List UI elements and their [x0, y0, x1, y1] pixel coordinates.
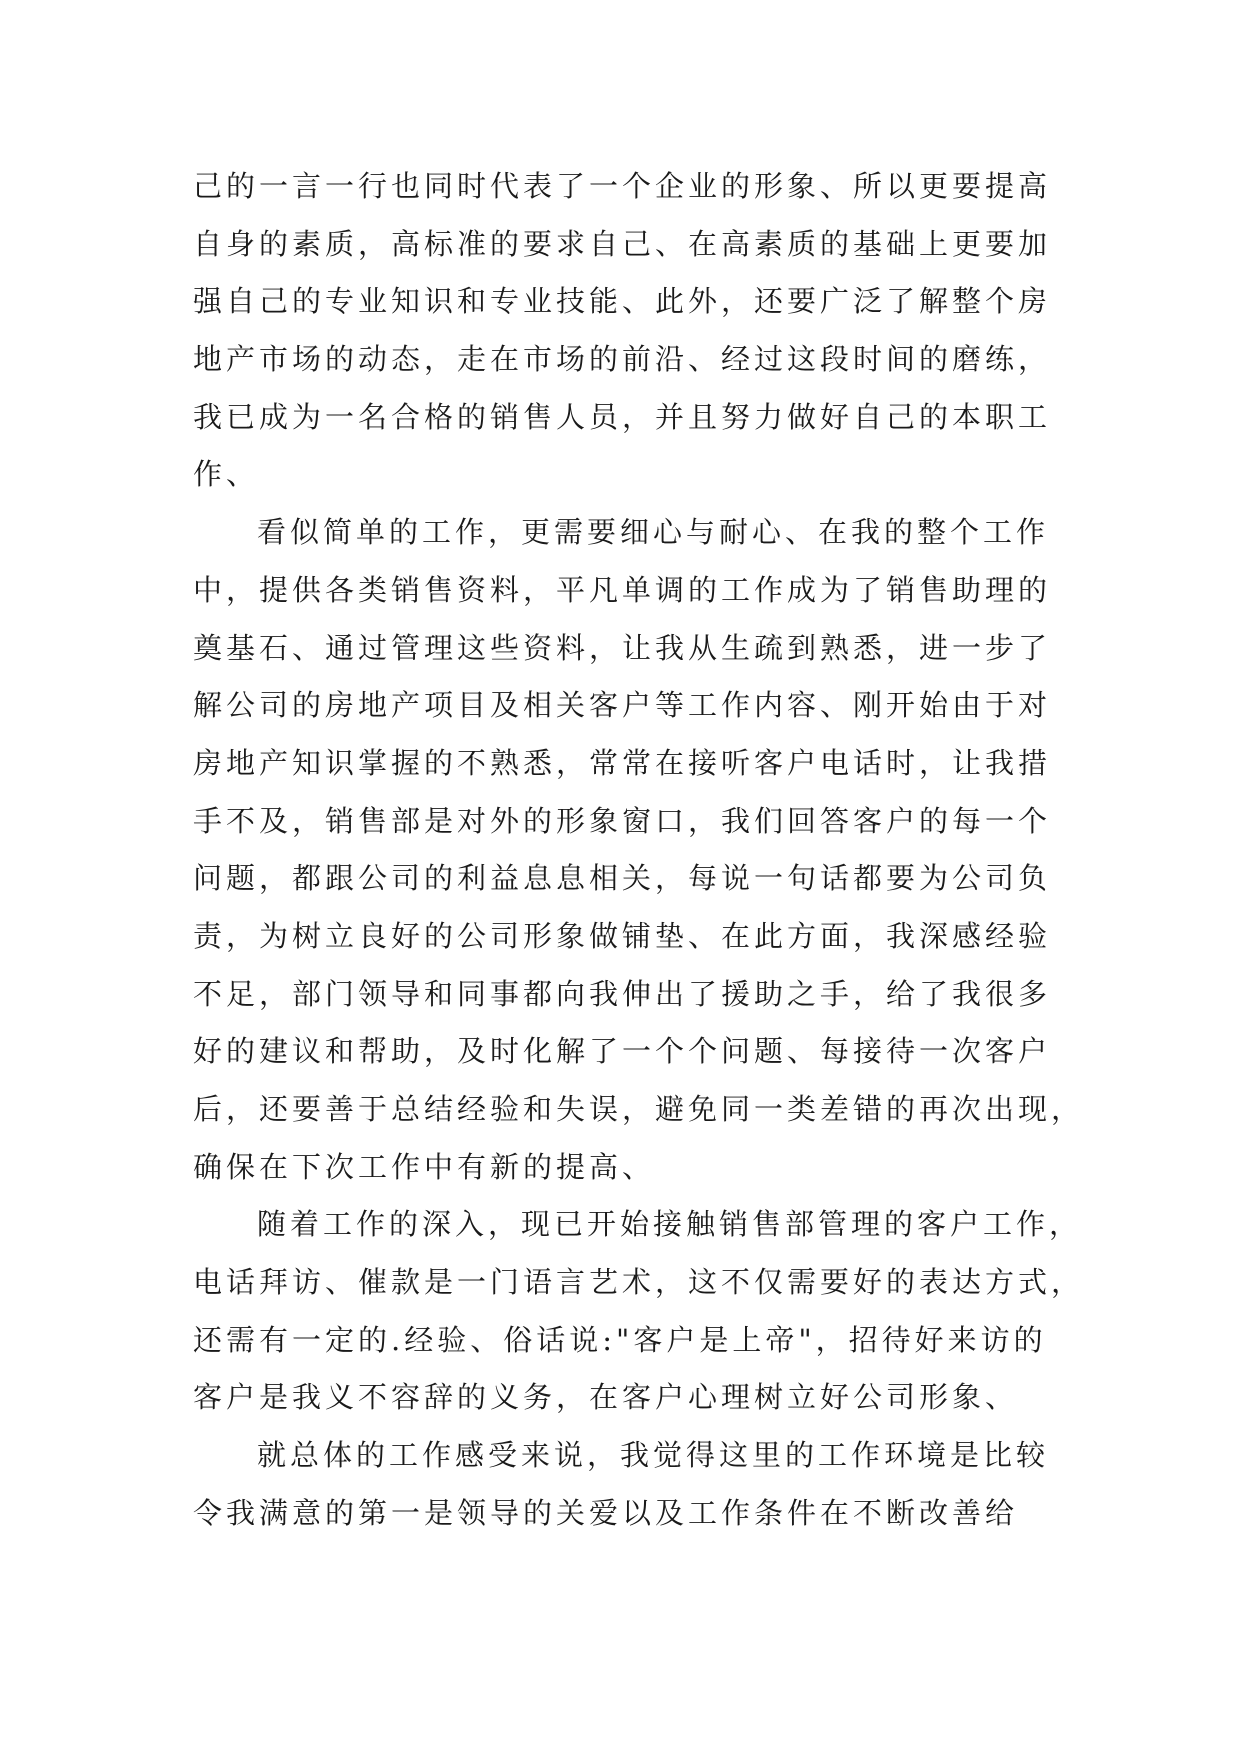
paragraph-start-line: 随着工作的深入，现已开始接触销售部管理的客户工作， — [257, 1207, 1083, 1242]
text-line: 我已成为一名合格的销售人员，并且努力做好自己的本职工 — [193, 399, 1052, 434]
text-line: 解公司的房地产项目及相关客户等工作内容、刚开始由于对 — [193, 688, 1052, 723]
text-line: 客户是我义不容辞的义务，在客户心理树立好公司形象、 — [193, 1380, 1019, 1415]
text-line: 自身的素质，高标准的要求自己、在高素质的基础上更要加 — [193, 226, 1052, 261]
text-line: 电话拜访、催款是一门语言艺术，这不仅需要好的表达方式， — [193, 1265, 1085, 1300]
text-line: 责，为树立良好的公司形象做铺垫、在此方面，我深感经验 — [193, 918, 1052, 953]
text-line: 奠基石、通过管理这些资料，让我从生疏到熟悉，进一步了 — [193, 630, 1052, 665]
text-line: 不足，部门领导和同事都向我伸出了援助之手，给了我很多 — [193, 976, 1052, 1011]
text-line: 房地产知识掌握的不熟悉，常常在接听客户电话时，让我措 — [193, 745, 1052, 780]
text-line: 地产市场的动态，走在市场的前沿、经过这段时间的磨练， — [193, 342, 1052, 377]
text-line: 己的一言一行也同时代表了一个企业的形象、所以更要提高 — [193, 169, 1052, 203]
text-line: 手不及，销售部是对外的形象窗口，我们回答客户的每一个 — [193, 803, 1052, 838]
text-line: 问题，都跟公司的利益息息相关，每说一句话都要为公司负 — [193, 861, 1052, 896]
text-line: 确保在下次工作中有新的提高、 — [193, 1149, 656, 1184]
text-line: 强自己的专业知识和专业技能、此外，还要广泛了解整个房 — [193, 284, 1052, 319]
paragraph-start-line: 看似简单的工作，更需要细心与耐心、在我的整个工作 — [257, 515, 1050, 550]
text-line: 中，提供各类销售资料，平凡单调的工作成为了销售助理的 — [193, 572, 1052, 607]
text-line: 好的建议和帮助，及时化解了一个个问题、每接待一次客户 — [193, 1034, 1052, 1069]
paragraph-start-line: 就总体的工作感受来说，我觉得这里的工作环境是比较 — [257, 1438, 1050, 1473]
text-line: 令我满意的第一是领导的关爱以及工作条件在不断改善给 — [193, 1495, 1019, 1530]
text-line: 作、 — [193, 457, 260, 492]
body-text — [193, 158, 1085, 1543]
text-line: 后，还要善于总结经验和失误，避免同一类差错的再次出现， — [193, 1092, 1085, 1126]
text-line: 还需有一定的.经验、俗话说:"客户是上帝"，招待好来访的 — [193, 1322, 1047, 1357]
